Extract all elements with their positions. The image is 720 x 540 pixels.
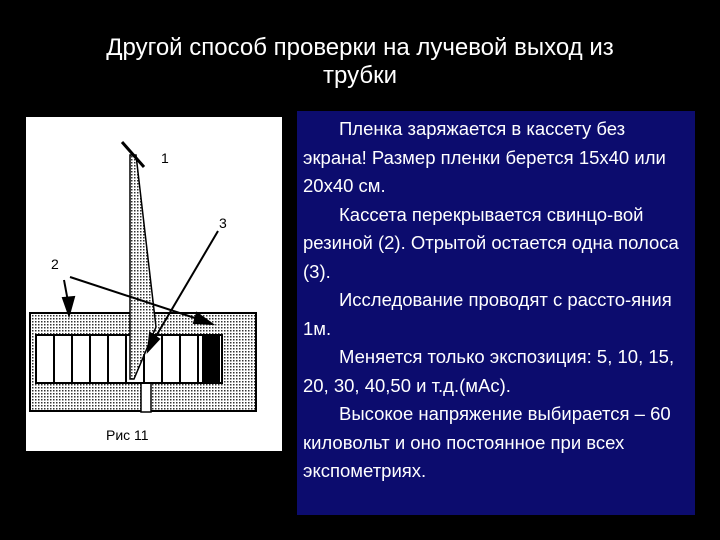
- label-1: 1: [161, 150, 169, 166]
- label-2: 2: [51, 256, 59, 272]
- slide-title-line-1: Другой способ проверки на лучевой выход из: [106, 34, 614, 61]
- slide-title: [0, 34, 720, 90]
- label-3: 3: [219, 215, 227, 231]
- paragraph-cassette: Кассета перекрывается свинцо-вой резиной (2). Отрытой остается одна полоса (3).: [303, 203, 679, 282]
- slide-title-line-2: трубки: [323, 62, 397, 89]
- figure-panel: [26, 117, 282, 451]
- paragraph-exposure: Меняется только экспозиция: 5, 10, 15, 20, 30, 40,50 и т.д.(мАс).: [303, 346, 675, 396]
- figure-diagram: [26, 117, 282, 451]
- figure-caption: Рис 11: [106, 427, 149, 443]
- paragraph-distance: Исследование проводят с рассто-яния 1м.: [303, 289, 672, 339]
- open-film-strip: [202, 335, 220, 383]
- text-panel: [297, 111, 695, 515]
- paragraph-film: Пленка заряжается в кассету без экрана! Размер пленки берется 15х40 или 20х40 см.: [303, 118, 666, 196]
- paragraph-voltage: Высокое напряжение выбирается – 60 киловольт и оно постоянное при всех экспометриях.: [303, 403, 671, 481]
- film-strip: [36, 335, 222, 383]
